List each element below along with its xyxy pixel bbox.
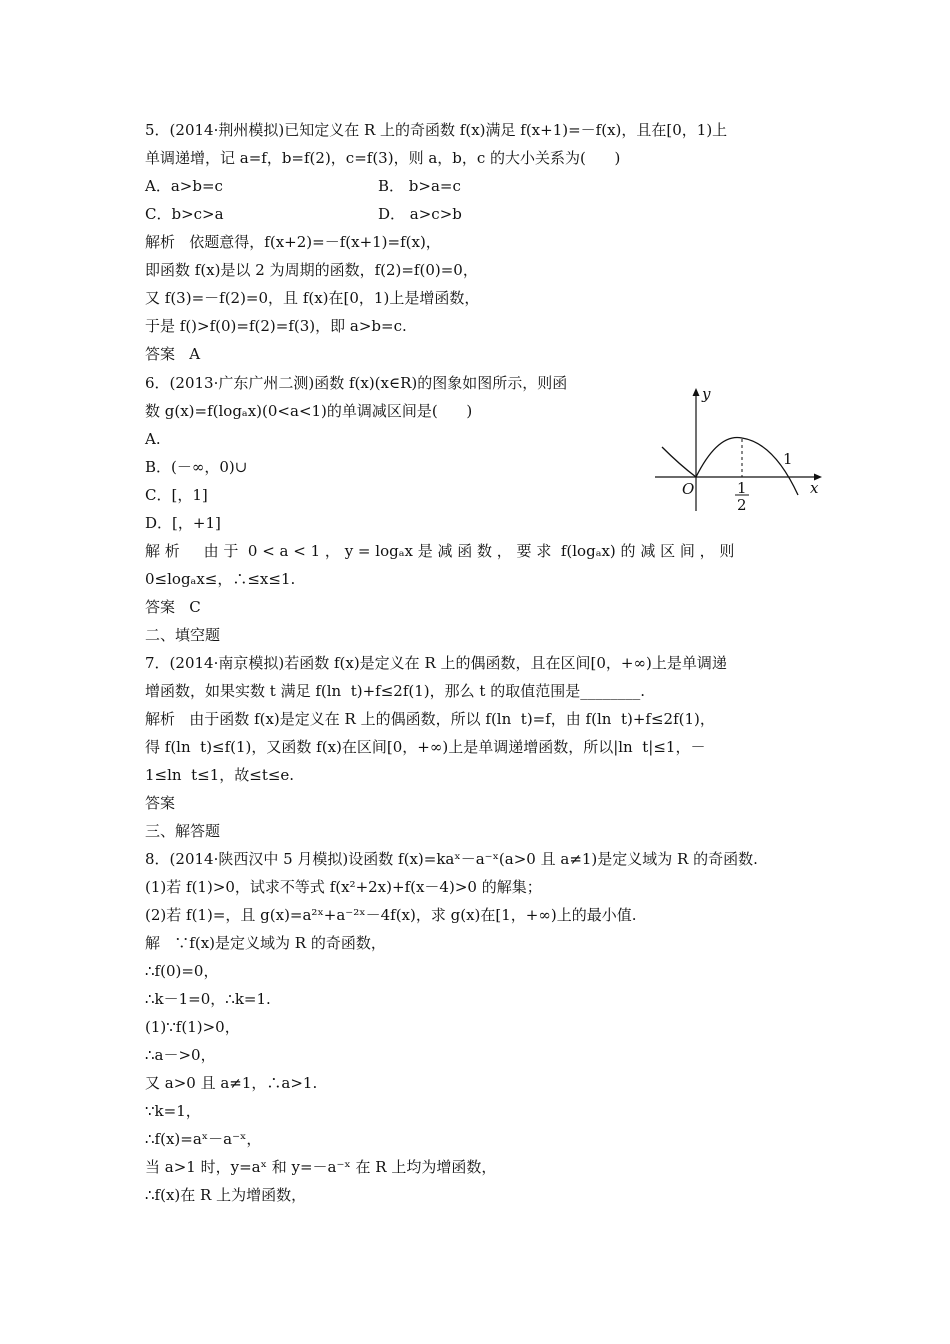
- q5-solution-line4: 于是 f()>f(0)=f(2)=f(3)，即 a>b=c.: [145, 317, 407, 335]
- q8-solution-line6: 又 a>0 且 a≠1，∴a>1.: [145, 1074, 318, 1092]
- q6-function-graph: [650, 383, 825, 513]
- q6-stem-line1: 6．(2013·广东广州二测)函数 f(x)(x∈R)的图象如图所示，则函: [145, 374, 568, 392]
- section-fill-in-title: 二、填空题: [145, 626, 221, 644]
- root-label: 1: [783, 450, 793, 468]
- q6-option-b: B．(－∞，0)∪: [145, 458, 248, 476]
- section-solve-title: 三、解答题: [145, 822, 221, 840]
- q6-option-d: D．[，+1]: [145, 514, 221, 532]
- q6-solution-line2: 0≤logₐx≤，∴≤x≤1.: [145, 570, 296, 588]
- q8-solution-line3: ∴k－1=0，∴k=1.: [145, 990, 271, 1008]
- q5-stem-line2: 单调递增，记 a=f，b=f(2)，c=f(3)，则 a，b，c 的大小关系为( ): [145, 149, 621, 167]
- q8-solution-line1: 解 ∵f(x)是定义域为 R 的奇函数，: [145, 934, 386, 952]
- q6-option-c: C．[，1]: [145, 486, 208, 504]
- q8-solution-line10: ∴f(x)在 R 上为增函数，: [145, 1186, 307, 1204]
- q8-part2: (2)若 f(1)=，且 g(x)=a²ˣ+a⁻²ˣ－4f(x)，求 g(x)在[1，+∞)上的最小值.: [145, 906, 637, 924]
- q5-solution-line1: 解析 依题意得，f(x+2)=－f(x+1)=f(x)，: [145, 233, 441, 251]
- q8-solution-line7: ∵k=1，: [145, 1102, 201, 1120]
- q5-option-b: B． b>a=c: [378, 177, 461, 195]
- q5-solution-line2: 即函数 f(x)是以 2 为周期的函数，f(2)=f(0)=0，: [145, 261, 478, 279]
- q8-solution-line4: (1)∵f(1)>0，: [145, 1018, 240, 1036]
- q5-option-c: C．b>c>a: [145, 205, 224, 223]
- q6-option-a: A.: [145, 430, 161, 448]
- origin-label: O: [682, 480, 695, 498]
- q7-stem-line1: 7．(2014·南京模拟)若函数 f(x)是定义在 R 上的偶函数，且在区间[0，+∞)上是单调递: [145, 654, 727, 672]
- q6-solution-line1: 解 析 由 于 0 < a < 1 ， y = logₐx 是 减 函 数 ， 要 求 f(logₐx) 的 减 区 间 ， 则: [145, 542, 735, 560]
- x-axis-label: x: [810, 479, 819, 497]
- q6-stem-line2: 数 g(x)=f(logₐx)(0<a<1)的单调减区间是( ): [145, 402, 473, 420]
- q5-solution-line3: 又 f(3)=－f(2)=0，且 f(x)在[0，1)上是增函数，: [145, 289, 480, 307]
- q7-stem-line2: 增函数，如果实数 t 满足 f(ln t)+f≤2f(1)，那么 t 的取值范围是________.: [145, 682, 645, 700]
- q7-solution-line3: 1≤ln t≤1，故≤t≤e.: [145, 766, 295, 784]
- q8-stem-line1: 8．(2014·陕西汉中 5 月模拟)设函数 f(x)=kaˣ－a⁻ˣ(a>0 且 a≠1)是定义域为 R 的奇函数.: [145, 850, 758, 868]
- y-axis-label: y: [702, 385, 711, 403]
- y-axis-arrow-icon: [693, 388, 700, 396]
- tick-half-denominator: 2: [737, 496, 747, 513]
- q7-answer: 答案: [145, 794, 176, 812]
- q5-option-d: D． a>c>b: [378, 205, 462, 223]
- q5-answer: 答案 A: [145, 345, 201, 363]
- q8-part1: (1)若 f(1)>0，试求不等式 f(x²+2x)+f(x－4)>0 的解集；: [145, 878, 542, 896]
- q5-option-a: A．a>b=c: [145, 177, 223, 195]
- q8-solution-line5: ∴a－>0，: [145, 1046, 216, 1064]
- q5-stem-line1: 5．(2014·荆州模拟)已知定义在 R 上的奇函数 f(x)满足 f(x+1)=－f(x)，且在[0，1)上: [145, 121, 728, 139]
- q6-answer: 答案 C: [145, 598, 201, 616]
- q8-solution-line8: ∴f(x)=aˣ－a⁻ˣ，: [145, 1130, 262, 1148]
- q8-solution-line9: 当 a>1 时，y=aˣ 和 y=－a⁻ˣ 在 R 上均为增函数，: [145, 1158, 497, 1176]
- tick-half-numerator: 1: [737, 479, 747, 497]
- q8-solution-line2: ∴f(0)=0，: [145, 962, 219, 980]
- q7-solution-line1: 解析 由于函数 f(x)是定义在 R 上的偶函数，所以 f(ln t)=f，由 f(ln t)+f≤2f(1)，: [145, 710, 715, 728]
- q7-solution-line2: 得 f(ln t)≤f(1)，又函数 f(x)在区间[0，+∞)上是单调递增函数，所以|ln t|≤1，－: [145, 738, 706, 756]
